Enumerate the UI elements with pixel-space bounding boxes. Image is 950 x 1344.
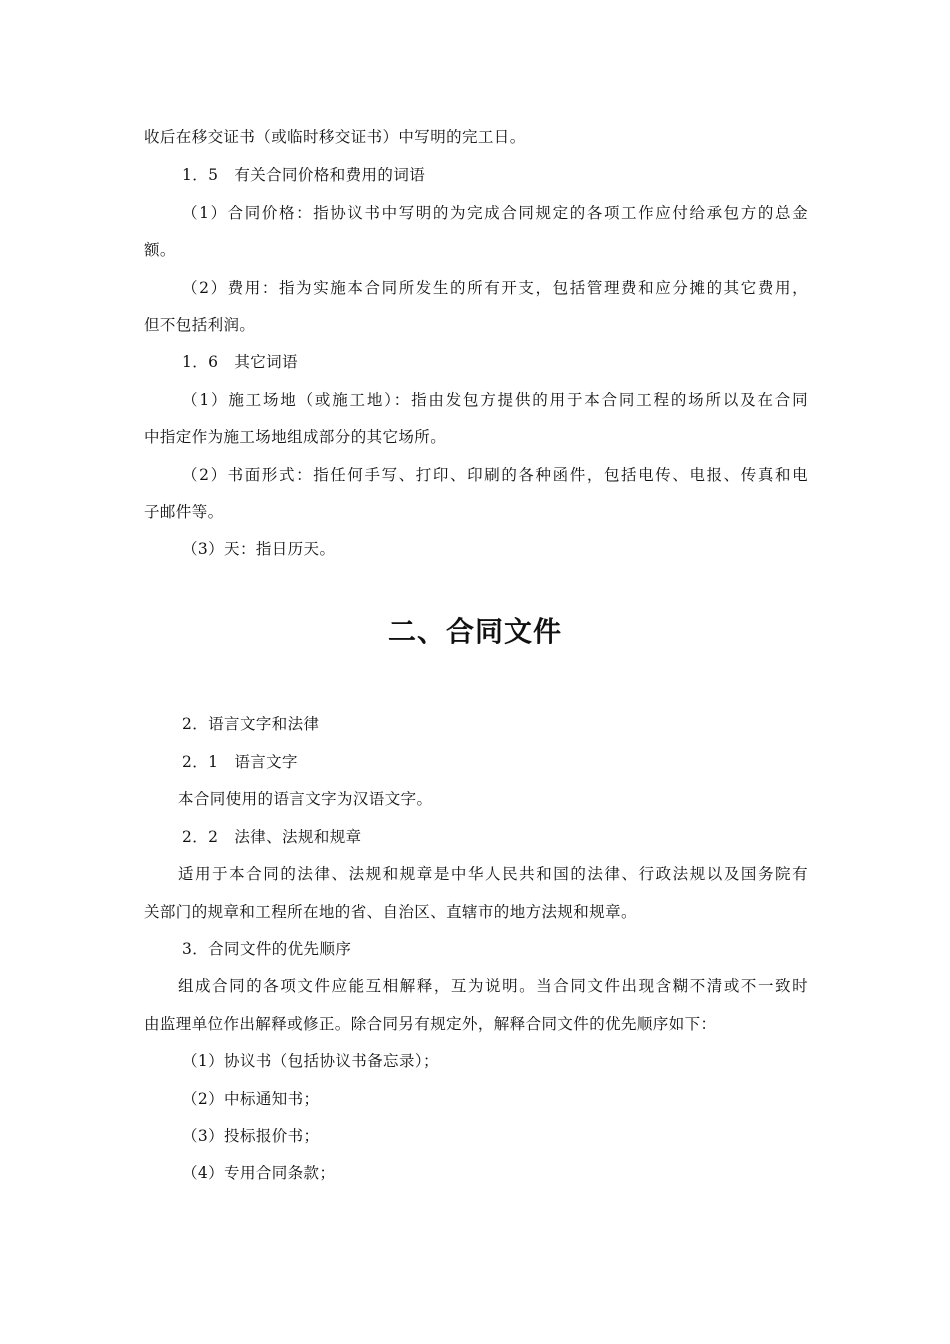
paragraph-line: 组成合同的各项文件应能互相解释，互为说明。当合同文件出现含糊不清或不一致时: [178, 977, 808, 995]
paragraph-line: （2）书面形式：指任何手写、打印、印刷的各种函件，包括电传、电报、传真和电: [182, 466, 808, 484]
paragraph-line: 适用于本合同的法律、法规和规章是中华人民共和国的法律、行政法规以及国务院有: [178, 865, 808, 883]
section-heading-1-6: 1．6 其它词语: [182, 353, 298, 371]
paragraph-line: （1）合同价格：指协议书中写明的为完成合同规定的各项工作应付给承包方的总金: [182, 204, 808, 222]
section-heading-3: 3．合同文件的优先顺序: [182, 940, 352, 958]
chapter-title: 二、合同文件: [387, 615, 562, 648]
paragraph-line: 收后在移交证书（或临时移交证书）中写明的完工日。: [144, 128, 526, 146]
paragraph-line: （2）费用：指为实施本合同所发生的所有开支，包括管理费和应分摊的其它费用，: [182, 279, 808, 297]
paragraph-line: 额。: [144, 241, 176, 259]
paragraph-line: 中指定作为施工场地组成部分的其它场所。: [144, 428, 447, 446]
paragraph-line: 由监理单位作出解释或修正。除合同另有规定外，解释合同文件的优先顺序如下：: [144, 1015, 717, 1033]
paragraph-line: 本合同使用的语言文字为汉语文字。: [178, 790, 433, 808]
section-heading-2-2: 2．2 法律、法规和规章: [182, 828, 362, 846]
section-heading-2-1: 2．1 语言文字: [182, 753, 298, 771]
section-heading-2: 2．语言文字和法律: [182, 715, 320, 733]
paragraph-line: （1）施工场地（或施工地）：指由发包方提供的用于本合同工程的场所以及在合同: [182, 391, 808, 409]
paragraph-line: 但不包括利润。: [144, 316, 256, 334]
list-item: （3）投标报价书；: [182, 1127, 320, 1145]
list-item: （1）协议书（包括协议书备忘录）；: [182, 1052, 439, 1070]
paragraph-line: 子邮件等。: [144, 503, 224, 521]
section-heading-1-5: 1．5 有关合同价格和费用的词语: [182, 166, 426, 184]
paragraph-line: （3）天：指日历天。: [182, 540, 336, 558]
list-item: （4）专用合同条款；: [182, 1164, 336, 1182]
list-item: （2）中标通知书；: [182, 1090, 320, 1108]
paragraph-line: 关部门的规章和工程所在地的省、自治区、直辖市的地方法规和规章。: [144, 903, 637, 921]
